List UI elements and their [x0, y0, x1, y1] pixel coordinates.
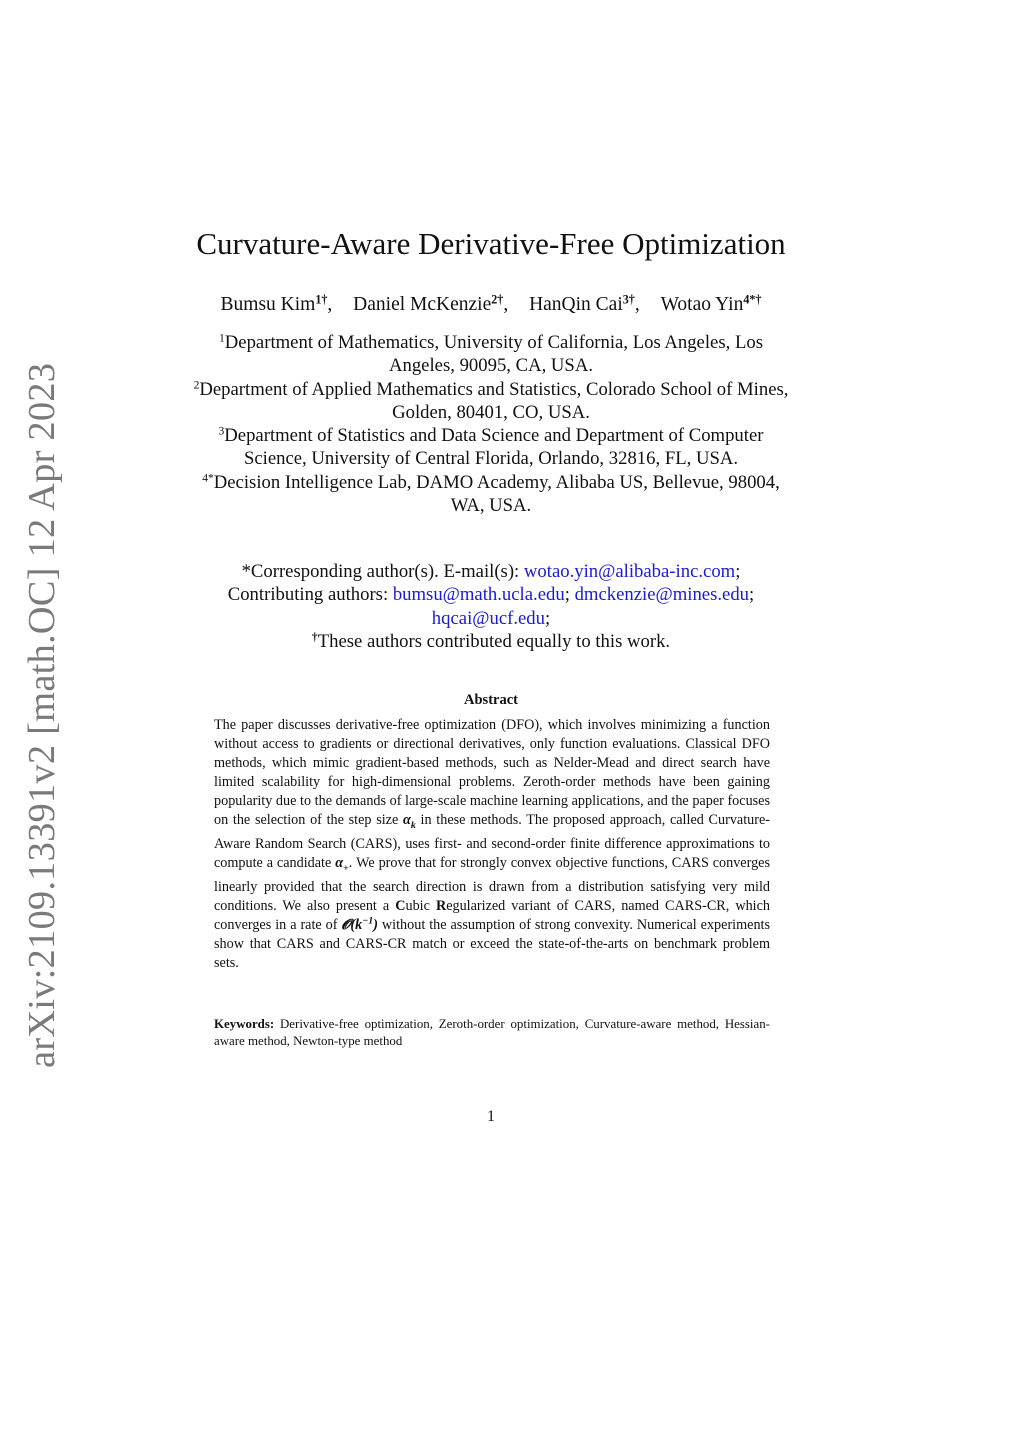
math-rate: $𝓞(k^{-1})$ [341, 915, 378, 933]
abstract-text: . We prove that for strongly convex objective functions, CARS converges linearly provided that the search direction is drawn from a distribution satisfying very mild conditions. We also present a [214, 854, 770, 914]
author-mark: 3† [622, 292, 635, 307]
separator: ; [564, 584, 570, 606]
author-name: HanQin Cai [529, 294, 623, 315]
abstract-text: egularized variant of CARS, named CARS-CR, which converges in a rate of [214, 897, 770, 933]
math-alpha-plus: $\alpha_+$ [335, 854, 349, 874]
separator: ; [545, 607, 551, 629]
page-number: 1 [487, 1108, 495, 1125]
abstract-heading: Abstract [464, 692, 518, 708]
keywords-block [214, 1016, 770, 1049]
corresponding-email-link[interactable]: wotao.yin@alibaba-inc.com [523, 561, 736, 582]
contributing-email-link[interactable]: hqcai@ucf.edu [431, 607, 545, 629]
keywords-label: Keywords: [214, 1017, 275, 1031]
equal-contribution-text: These authors contributed equally to this work. [317, 630, 671, 652]
affiliation-text: Decision Intelligence Lab, DAMO Academy, Alibaba US, Bellevue, 98004, WA, USA. [213, 471, 780, 517]
author-name: Daniel McKenzie [353, 294, 492, 315]
author-entry: Bumsu Kim$^{1\dagger}$, [220, 292, 333, 315]
affiliation-mark: 3 [218, 424, 225, 438]
affiliation-entry [190, 424, 792, 471]
dagger-mark: † [311, 630, 318, 644]
corresponding-label: *Corresponding author(s). E-mail(s): [241, 561, 524, 582]
contributing-email-link[interactable]: dmckenzie@mines.edu [574, 584, 750, 606]
separator: ; [735, 561, 741, 582]
paper-title: Curvature-Aware Derivative-Free Optimization [196, 226, 786, 261]
affiliation-entry [190, 471, 792, 518]
author-name: Wotao Yin [660, 294, 744, 315]
affiliation-mark: 2 [193, 378, 200, 392]
abstract-text: ubic [405, 897, 436, 914]
author-entry: Daniel McKenzie$^{2\dagger}$, [353, 292, 509, 315]
corresponding-author-line [190, 560, 792, 583]
affiliation-entry [190, 331, 792, 378]
author-mark: 1† [315, 292, 328, 307]
author-mark: 4*† [743, 292, 762, 307]
abstract-body [214, 716, 770, 973]
abstract-text: The paper discusses derivative-free optimization (DFO), which involves minimizing a function without access to gradients or directional derivatives, only function evaluations. Classical DFO methods, which mimic gradient-based methods, such as Nelder-Mead and direct search have limited scalability for high-dimensional problems. Zeroth-order methods have been gaining popularity due to the demands of large-scale machine learning applications, and the paper focuses on the selection of the step size [214, 717, 770, 828]
affiliation-mark: 4* [202, 471, 214, 485]
affiliation-text: Department of Mathematics, University of California, Los Angeles, Los Angeles, 90095, CA, USA. [224, 332, 763, 377]
author-list [0, 294, 982, 316]
author-entry: HanQin Cai$^{3\dagger}$, [529, 292, 640, 315]
bold-initial: R [435, 897, 447, 914]
keywords-text: Derivative-free optimization, Zeroth-order optimization, Curvature-aware method, Hessian-aware method, Newton-type method [214, 1017, 770, 1048]
author-name: Bumsu Kim [220, 294, 316, 315]
author-entry [661, 294, 762, 315]
contributing-authors-line [190, 607, 792, 630]
contributing-authors-line [190, 583, 792, 606]
affiliation-list [190, 331, 792, 517]
affiliation-text: Department of Statistics and Data Science and Department of Computer Science, University of Central Florida, Orlando, 32816, FL, USA. [224, 425, 764, 470]
math-alpha-k: $\alpha_k$ [403, 812, 416, 831]
abstract-text: in these methods. The proposed approach, called Curvature-Aware Random Search (CARS), uses first- and second-order finite difference approximations to compute a candidate [214, 812, 771, 871]
author-mark: 2† [491, 292, 504, 307]
correspondence-block [190, 560, 792, 653]
contributing-label: Contributing authors: [227, 584, 393, 606]
equal-contribution-note [190, 630, 792, 653]
bold-initial: C [395, 897, 406, 914]
abstract-text: without the assumption of strong convexity. Numerical experiments show that CARS and CARS-CR match or exceed the state-of-the-arts on benchmark problem sets. [214, 916, 771, 971]
affiliation-text: Department of Applied Mathematics and Statistics, Colorado School of Mines, Golden, 80401, CO, USA. [199, 378, 789, 423]
affiliation-entry [190, 378, 792, 425]
separator: ; [749, 584, 755, 606]
contributing-email-link[interactable]: bumsu@math.ucla.edu [392, 584, 565, 606]
affiliation-mark: 1 [219, 331, 225, 345]
arxiv-identifier-stamp: arXiv:2109.13391v2 [math.OC] 12 Apr 2023 [21, 362, 63, 1068]
